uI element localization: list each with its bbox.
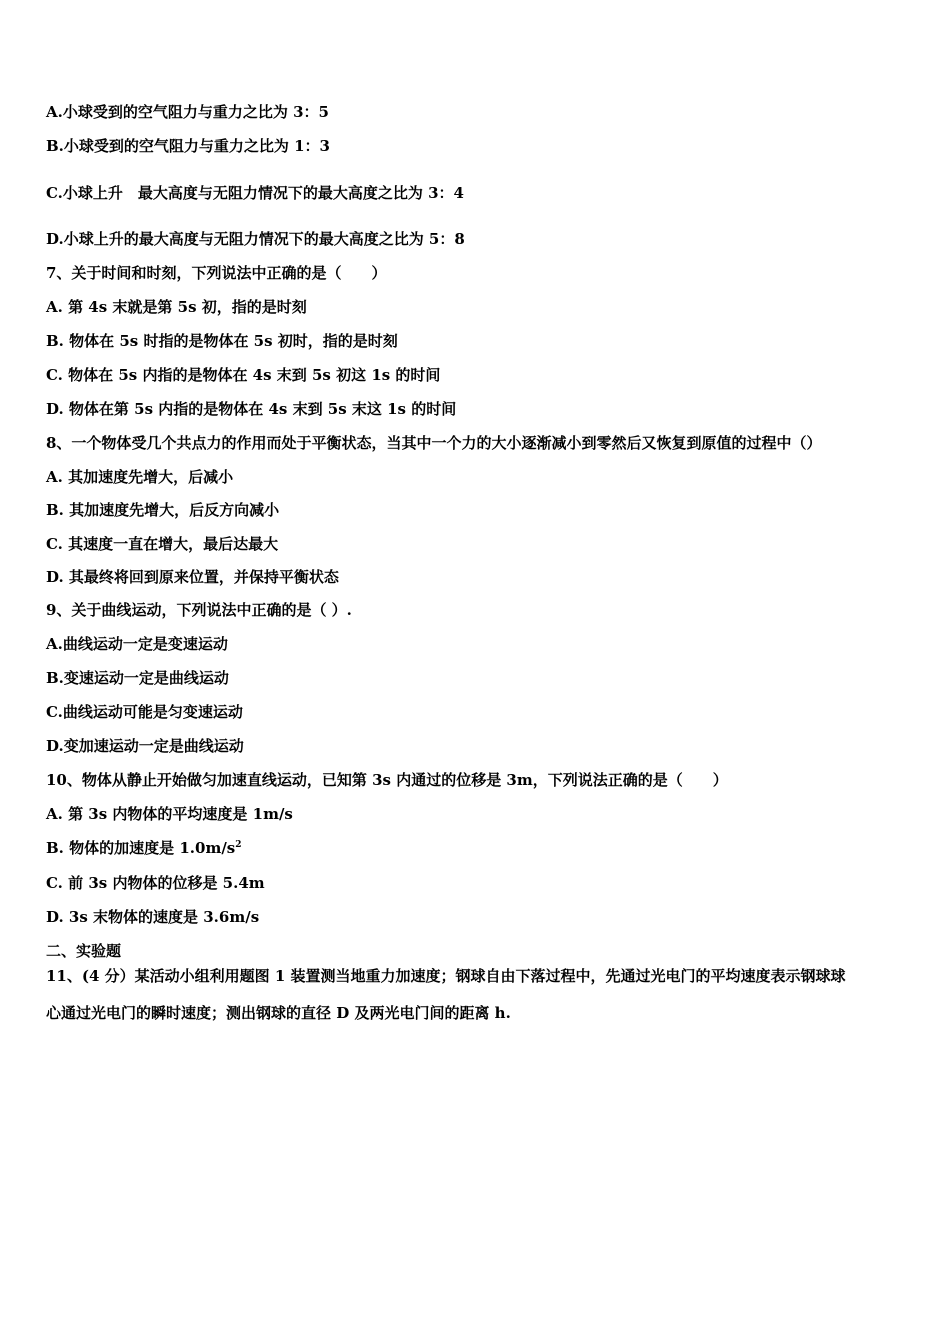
- q8-option-d: D. 其最终将回到原来位置，并保持平衡状态: [46, 568, 339, 586]
- q10-stem: 10、物体从静止开始做匀加速直线运动，已知第 3s 内通过的位移是 3m，下列说法正确的是（ ）: [46, 771, 728, 789]
- q9-option-d: D.变加速运动一定是曲线运动: [46, 737, 244, 755]
- q11-line-2: 心通过光电门的瞬时速度；测出钢球的直径 D 及两光电门间的距离 h.: [46, 1004, 511, 1022]
- q6-option-a: A.小球受到的空气阻力与重力之比为 3：5: [46, 103, 329, 121]
- section-heading: 二、实验题: [46, 942, 122, 960]
- q8-stem: 8、一个物体受几个共点力的作用而处于平衡状态，当其中一个力的大小逐渐减小到零然后又恢复到原值的过程中（）: [46, 434, 822, 452]
- q10-option-a: A. 第 3s 内物体的平均速度是 1m/s: [46, 805, 293, 823]
- q6-option-c: C.小球上升 最大高度与无阻力情况下的最大高度之比为 3：4: [46, 184, 464, 202]
- q7-option-d: D. 物体在第 5s 内指的是物体在 4s 末到 5s 末这 1s 的时间: [46, 400, 457, 418]
- q8-option-c: C. 其速度一直在增大，最后达最大: [46, 535, 279, 553]
- q9-option-c: C.曲线运动可能是匀变速运动: [46, 703, 243, 721]
- q6-option-b: B.小球受到的空气阻力与重力之比为 1：3: [46, 137, 330, 155]
- q8-option-b: B. 其加速度先增大，后反方向减小: [46, 501, 280, 519]
- q10-option-b-superscript: 2: [235, 840, 242, 850]
- q9-stem: 9、关于曲线运动，下列说法中正确的是（ ）.: [46, 601, 352, 619]
- q10-option-d: D. 3s 末物体的速度是 3.6m/s: [46, 908, 260, 926]
- q8-option-a: A. 其加速度先增大，后减小: [46, 468, 234, 486]
- q9-option-b: B.变速运动一定是曲线运动: [46, 669, 229, 687]
- q10-option-b: [46, 838, 242, 858]
- q10-option-c: C. 前 3s 内物体的位移是 5.4m: [46, 874, 265, 892]
- q7-option-b: B. 物体在 5s 时指的是物体在 5s 初时，指的是时刻: [46, 332, 398, 350]
- q9-option-a: A.曲线运动一定是变速运动: [46, 635, 228, 653]
- q10-option-b-text: B. 物体的加速度是 1.0m/s: [46, 839, 236, 857]
- q11-line-1: 11、(4 分）某活动小组利用题图 1 装置测当地重力加速度；钢球自由下落过程中，先通过光电门的平均速度表示钢球球: [46, 967, 846, 985]
- q7-option-a: A. 第 4s 末就是第 5s 初，指的是时刻: [46, 298, 307, 316]
- q6-option-d: D.小球上升的最大高度与无阻力情况下的最大高度之比为 5：8: [46, 230, 465, 248]
- q7-stem: 7、关于时间和时刻，下列说法中正确的是（ ）: [46, 264, 387, 282]
- q7-option-c: C. 物体在 5s 内指的是物体在 4s 末到 5s 初这 1s 的时间: [46, 366, 441, 384]
